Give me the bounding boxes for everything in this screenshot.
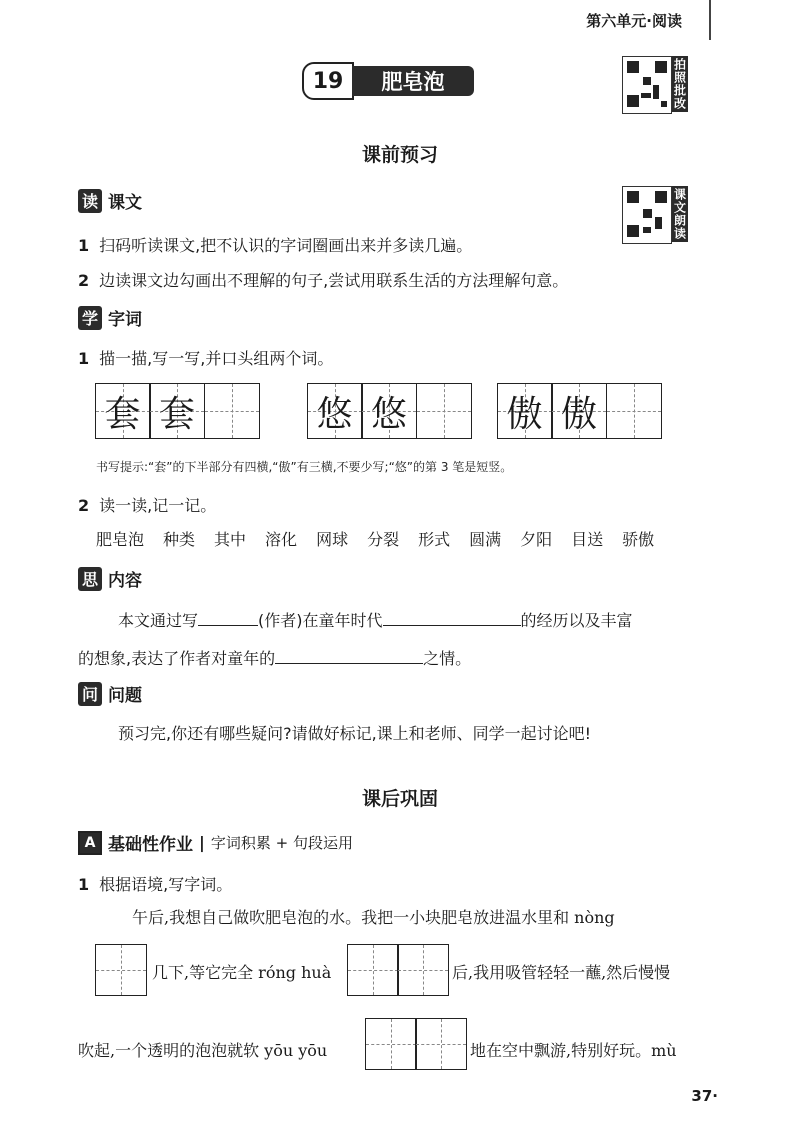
char-grid-3[interactable]	[498, 383, 662, 439]
learn-tag: 学	[78, 306, 102, 330]
word: 夕阳	[520, 530, 553, 549]
write-cell[interactable]	[95, 944, 147, 996]
char-grid-1[interactable]	[96, 383, 260, 439]
section-a-badge: A	[78, 831, 102, 855]
section-a-title: 基础性作业	[108, 835, 193, 855]
qr-text-reading[interactable]	[622, 186, 688, 244]
read-tag: 读	[78, 189, 102, 213]
writing-tip: 书写提示:“套”的下半部分有四横,“傲”有三横,不要少写;“悠”的第 3 笔是短竖。	[96, 460, 513, 474]
section-title-review: 课后巩固	[361, 788, 438, 810]
list-item: 1 描一描,写一写,并口头组两个词。	[78, 349, 334, 368]
qr-label: 拍照批改	[672, 58, 687, 110]
content-line-2: 的想象,表达了作者对童年的 之情。	[78, 649, 472, 668]
lesson-number: 19	[302, 62, 354, 100]
fill-blank-feeling[interactable]	[275, 663, 423, 664]
trace-cell: 傲	[497, 383, 553, 439]
word-list	[96, 527, 654, 550]
para-line-1: 午后,我想自己做吹肥皂泡的水。我把一小块肥皂放进温水里和 nòng	[132, 908, 615, 927]
word: 溶化	[265, 530, 298, 549]
ask-heading-text: 问题	[108, 686, 142, 706]
qr-label: 课文朗读	[672, 188, 687, 240]
word: 肥皂泡	[96, 530, 145, 549]
list-item: 1 扫码听读课文,把不认识的字词圈画出来并多读几遍。	[78, 236, 473, 255]
ask-tag: 问	[78, 682, 102, 706]
qr-photo-grading[interactable]	[622, 56, 688, 114]
write-cell[interactable]	[416, 383, 472, 439]
read-heading	[78, 188, 142, 213]
learn-heading-text: 字词	[108, 310, 142, 330]
trace-cell: 套	[95, 383, 151, 439]
word: 骄傲	[622, 530, 655, 549]
trace-cell: 套	[149, 383, 205, 439]
word: 圆满	[469, 530, 502, 549]
write-cell[interactable]	[606, 383, 662, 439]
write-cell[interactable]	[365, 1018, 417, 1070]
header-divider	[709, 0, 711, 40]
trace-cell: 傲	[551, 383, 607, 439]
char-grid-2[interactable]	[308, 383, 472, 439]
fill-blank-author[interactable]	[198, 625, 258, 626]
word: 分裂	[367, 530, 400, 549]
para-line-3b: 地在空中飘游,特别好玩。mù	[470, 1041, 677, 1060]
qr-code-icon	[622, 56, 672, 114]
think-heading	[78, 566, 142, 591]
write-cell[interactable]	[415, 1018, 467, 1070]
para-line-2b: 后,我用吸管轻轻一蘸,然后慢慢	[452, 963, 671, 982]
ask-text: 预习完,你还有哪些疑问?请做好标记,课上和老师、同学一起讨论吧!	[118, 724, 592, 743]
write-cell[interactable]	[204, 383, 260, 439]
answer-grid-ronghua[interactable]	[348, 944, 449, 996]
section-a-header: A 基础性作业 | 字词积累 + 句段运用	[78, 830, 353, 855]
word: 种类	[163, 530, 196, 549]
read-heading-text: 课文	[108, 193, 142, 213]
list-item: 2 读一读,记一记。	[78, 496, 217, 515]
para-line-3a: 吹起,一个透明的泡泡就软 yōu yōu	[78, 1041, 328, 1060]
fill-blank-experience[interactable]	[383, 625, 521, 626]
section-a-sub: 字词积累 + 句段运用	[210, 834, 353, 852]
list-item: 1 根据语境,写字词。	[78, 875, 233, 894]
qr-code-icon	[622, 186, 672, 244]
lesson-title: 肥皂泡	[352, 66, 474, 96]
trace-cell: 悠	[307, 383, 363, 439]
write-cell[interactable]	[347, 944, 399, 996]
write-cell[interactable]	[397, 944, 449, 996]
para-line-2a: 几下,等它完全 róng huà	[152, 963, 332, 982]
word: 其中	[214, 530, 247, 549]
think-tag: 思	[78, 567, 102, 591]
ask-heading	[78, 681, 142, 706]
answer-grid-youyou[interactable]	[366, 1018, 467, 1070]
unit-header: 第六单元·阅读	[586, 12, 682, 30]
section-title-preview: 课前预习	[361, 144, 438, 166]
word: 网球	[316, 530, 349, 549]
answer-grid-nong[interactable]	[96, 944, 147, 996]
page-number: 37·	[691, 1087, 718, 1105]
trace-cell: 悠	[361, 383, 417, 439]
list-item: 2 边读课文边勾画出不理解的句子,尝试用联系生活的方法理解句意。	[78, 271, 569, 290]
word: 目送	[571, 530, 604, 549]
think-heading-text: 内容	[108, 571, 142, 591]
learn-heading	[78, 305, 142, 330]
word: 形式	[418, 530, 451, 549]
content-line-1: 本文通过写 (作者)在童年时代 的经历以及丰富	[118, 611, 633, 630]
